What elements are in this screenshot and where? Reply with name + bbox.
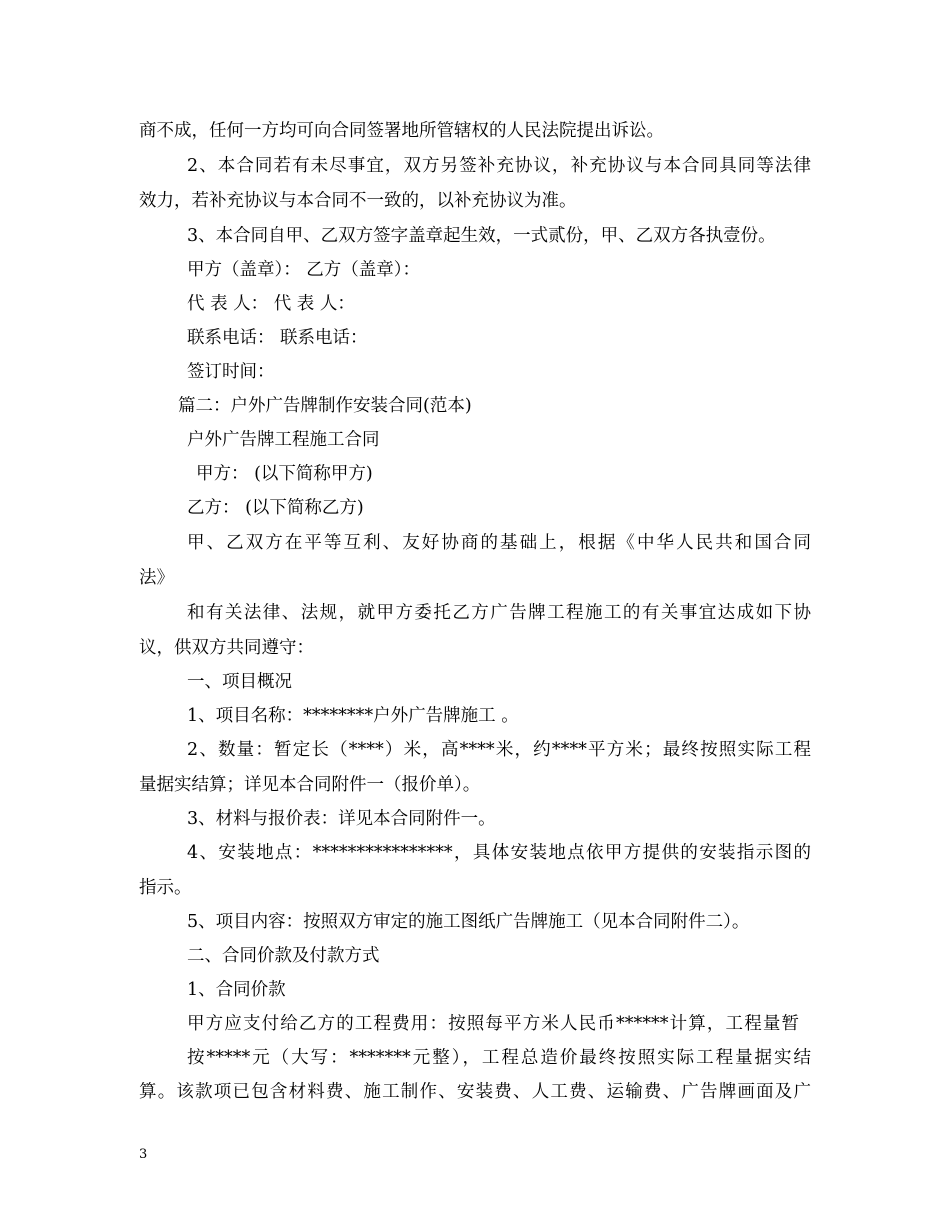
text-line: 4、安装地点：****************，具体安装地点依甲方提供的安装指示图的 (187, 843, 811, 863)
section-heading: 二、合同价款及付款方式 (187, 946, 380, 966)
text-line: 3、本合同自甲、乙双方签字盖章起生效，一式贰份，甲、乙双方各执壹份。 (187, 226, 776, 246)
signature-phone-line: 联系电话： 联系电话： (187, 328, 368, 348)
party-a-line: 甲方： (以下简称甲方) (196, 464, 373, 484)
party-b-line: 乙方： (以下简称乙方) (187, 498, 364, 518)
signature-party-line: 甲方（盖章）： 乙方（盖章）： (187, 260, 421, 280)
section-heading: 篇二：户外广告牌制作安装合同(范本) (178, 396, 472, 416)
text-line: 按*****元（大写：*******元整），工程总造价最终按照实际工程量据实结 (187, 1048, 811, 1068)
text-line: 法》 (139, 568, 174, 588)
signature-representative-line: 代 表 人： 代 表 人： (187, 294, 355, 314)
text-line: 和有关法律、法规，就甲方委托乙方广告牌工程施工的有关事宜达成如下协 (187, 603, 811, 623)
text-line: 1、合同价款 (187, 980, 286, 1000)
page-number: 3 (139, 1147, 148, 1162)
text-line: 甲、乙双方在平等互利、友好协商的基础上，根据《中华人民共和国合同 (187, 533, 811, 553)
text-line: 议，供双方共同遵守： (139, 638, 314, 658)
signature-date-line: 签订时间： (187, 362, 275, 382)
text-line: 2、数量：暂定长（****）米，高****米，约****平方米；最终按照实际工程 (187, 740, 811, 760)
text-line: 商不成，任何一方均可向合同签署地所管辖权的人民法院提出诉讼。 (139, 121, 664, 141)
text-line: 2、本合同若有未尽事宜，双方另签补充协议，补充协议与本合同具同等法律 (187, 156, 811, 176)
contract-title: 户外广告牌工程施工合同 (187, 430, 380, 450)
text-line: 效力，若补充协议与本合同不一致的，以补充协议为准。 (139, 191, 577, 211)
text-line: 指示。 (139, 878, 192, 898)
text-line: 量据实结算；详见本合同附件一（报价单）。 (139, 775, 481, 795)
text-line: 3、材料与报价表：详见本合同附件一。 (187, 809, 496, 829)
section-heading: 一、项目概况 (187, 672, 292, 692)
text-line: 5、项目内容：按照双方审定的施工图纸广告牌施工（见本合同附件二）。 (187, 912, 750, 932)
text-line: 算。该款项已包含材料费、施工制作、安装费、人工费、运输费、广告牌画面及广 (139, 1082, 811, 1102)
text-line: 1、项目名称：********户外广告牌施工 。 (187, 706, 519, 726)
text-line: 甲方应支付给乙方的工程费用：按照每平方米人民币******计算，工程量暂 (187, 1014, 799, 1034)
